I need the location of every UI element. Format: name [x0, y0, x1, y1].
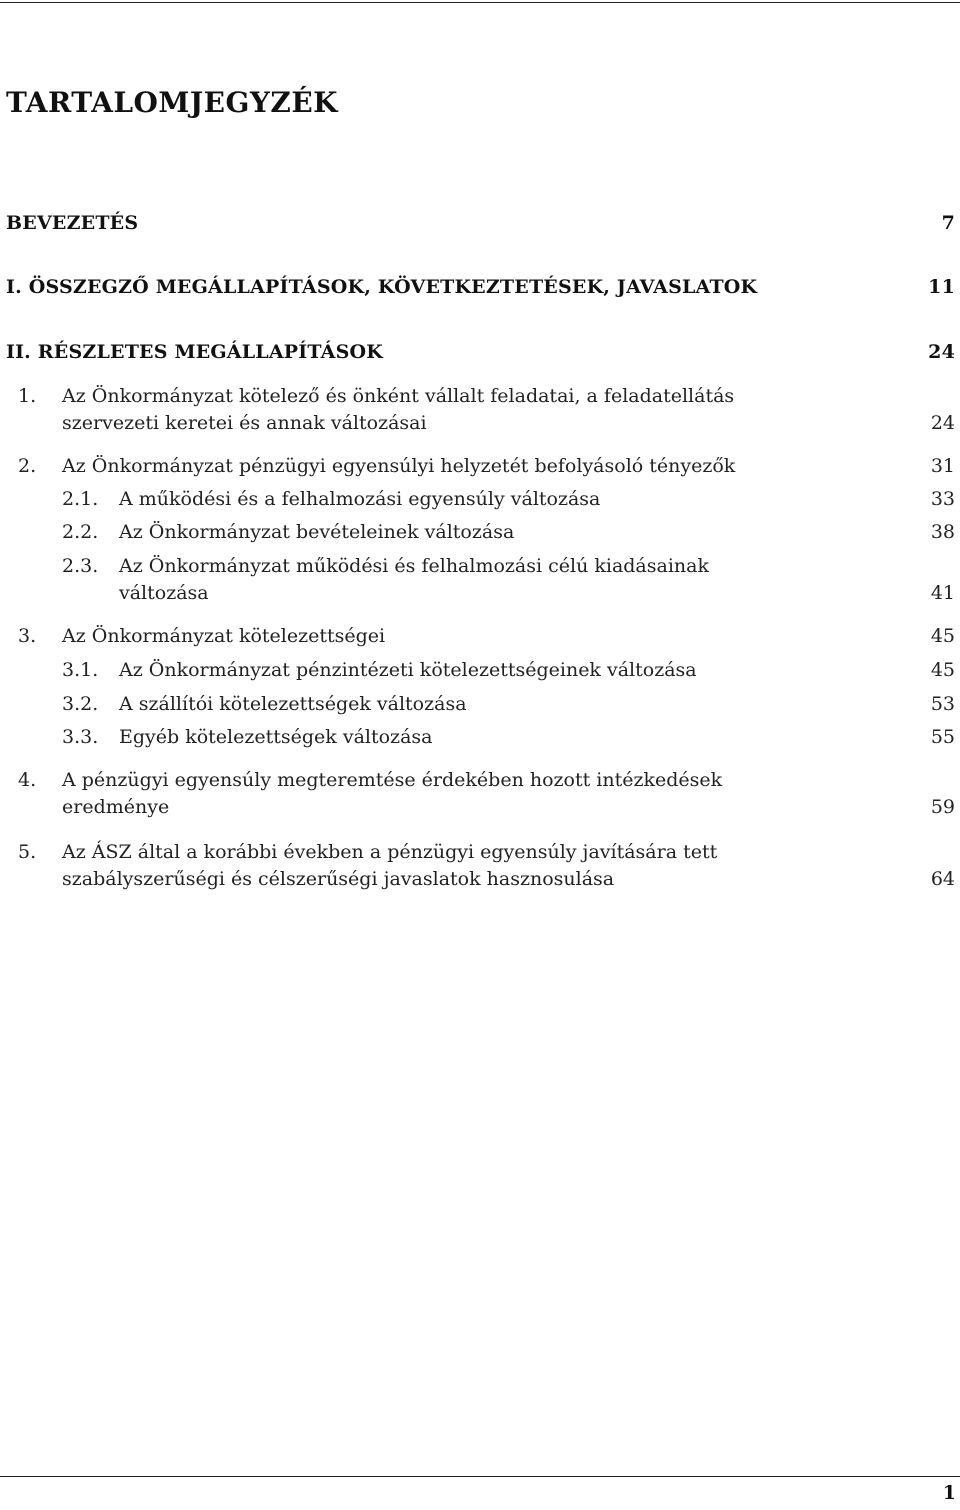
toc-entry-page: 24 — [928, 341, 955, 363]
toc-entry-osszegzo[interactable] — [0, 274, 955, 301]
toc-entry-page: 53 — [930, 693, 955, 715]
toc-entry-3-1[interactable] — [0, 657, 955, 684]
toc-entry-page: 64 — [930, 868, 955, 890]
toc-entry-text: A működési és a felhalmozási egyensúly változása — [119, 488, 601, 510]
toc-entry-3-3[interactable] — [0, 724, 955, 751]
toc-entry-number: 4. — [18, 769, 37, 791]
toc-title: TARTALOMJEGYZÉK — [6, 86, 339, 119]
toc-entry-number: 2. — [18, 455, 37, 477]
toc-entry-page: 45 — [930, 625, 955, 647]
toc-entry-text: Az Önkormányzat bevételeinek változása — [119, 521, 515, 543]
toc-entry-text: Az Önkormányzat pénzintézeti kötelezettségeinek változása — [119, 659, 697, 681]
toc-entry-text: Az Önkormányzat működési és felhalmozási célú kiadásainak változása — [119, 555, 709, 604]
toc-entry-page: 45 — [930, 659, 955, 681]
toc-entry-page: 7 — [941, 212, 955, 234]
toc-entry-3-2[interactable] — [0, 691, 955, 718]
toc-entry-number: 3. — [18, 625, 37, 647]
toc-entry-page: 38 — [930, 521, 955, 543]
toc-entry-text: I. ÖSSZEGZŐ MEGÁLLAPÍTÁSOK, KÖVETKEZTETÉSEK, JAVASLATOK — [6, 276, 758, 298]
toc-entry-2[interactable] — [0, 453, 955, 480]
toc-entry-page: 41 — [930, 582, 955, 604]
toc-entry-number: 3.3. — [62, 726, 99, 748]
toc-entry-2-1[interactable] — [0, 486, 955, 513]
toc-entry-number: 2.2. — [62, 521, 99, 543]
toc-entry-text: II. RÉSZLETES MEGÁLLAPÍTÁSOK — [6, 341, 384, 363]
toc-entry-page: 24 — [930, 412, 955, 434]
toc-entry-text: BEVEZETÉS — [6, 212, 139, 234]
page-number: 1 — [942, 1482, 956, 1504]
toc-entry-text: A szállítói kötelezettségek változása — [119, 693, 467, 715]
toc-entry-text: Az Önkormányzat kötelező és önként vállalt feladatai, a feladatellátás szervezeti keretei és annak változásai — [62, 385, 735, 434]
toc-entry-text: A pénzügyi egyensúly megteremtése érdekében hozott intézkedések eredménye — [62, 769, 723, 818]
toc-entry-4[interactable] — [0, 767, 955, 821]
toc-entry-page: 33 — [930, 488, 955, 510]
toc-entry-number: 1. — [18, 385, 37, 407]
toc-entry-number: 2.3. — [62, 555, 99, 577]
toc-entry-1[interactable] — [0, 383, 955, 437]
toc-entry-text: Az Önkormányzat pénzügyi egyensúlyi helyzetét befolyásoló tényezők — [62, 455, 736, 477]
toc-entry-text: Egyéb kötelezettségek változása — [119, 726, 433, 748]
toc-entry-5[interactable] — [0, 839, 955, 893]
toc-entry-page: 55 — [930, 726, 955, 748]
toc-entry-page: 11 — [928, 276, 955, 298]
toc-entry-2-2[interactable] — [0, 519, 955, 546]
toc-entry-page: 31 — [930, 455, 955, 477]
toc-entry-text: Az ÁSZ által a korábbi években a pénzügyi egyensúly javítására tett szabályszerűségi és célszerűségi javaslatok hasznosulása — [62, 841, 718, 890]
toc-entry-page: 59 — [930, 796, 955, 818]
toc-entry-2-3[interactable] — [0, 553, 955, 607]
toc-entry-text: Az Önkormányzat kötelezettségei — [62, 625, 386, 647]
toc-entry-number: 3.2. — [62, 693, 99, 715]
toc-entry-bevezetes[interactable] — [0, 210, 955, 237]
toc-entry-number: 2.1. — [62, 488, 99, 510]
toc-entry-reszletes[interactable] — [0, 339, 955, 366]
footer-rule — [0, 1476, 960, 1477]
toc-entry-number: 5. — [18, 841, 37, 863]
top-rule — [0, 2, 960, 3]
toc-entry-number: 3.1. — [62, 659, 99, 681]
toc-entry-3[interactable] — [0, 623, 955, 650]
